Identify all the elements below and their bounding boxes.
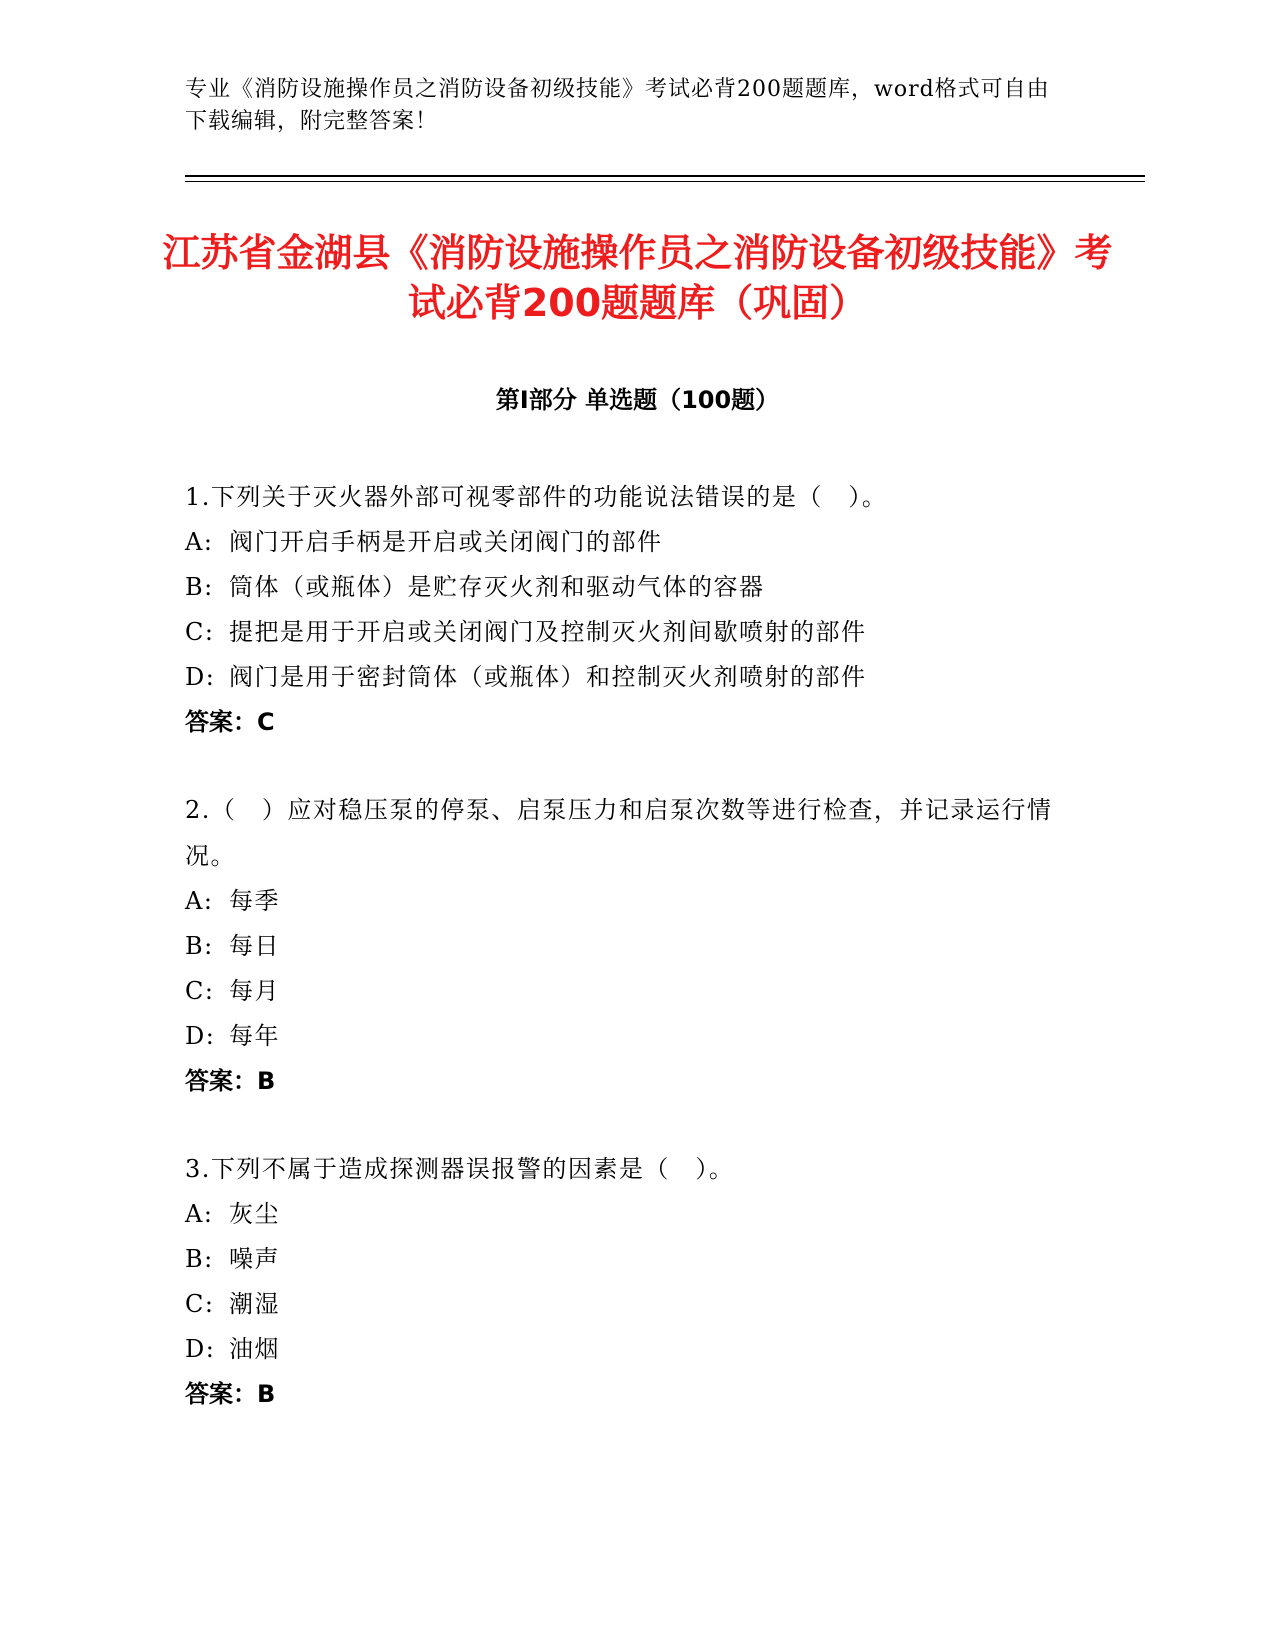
- option-d: [185, 1014, 1065, 1059]
- option-text: 每季: [229, 887, 280, 915]
- answer-line: 答案：C: [185, 708, 275, 736]
- option-b: [185, 924, 1065, 969]
- option-text: 灰尘: [229, 1200, 280, 1228]
- option-text: 阀门开启手柄是开启或关闭阀门的部件: [229, 528, 663, 556]
- option-key: B:: [185, 1245, 214, 1273]
- option-text: 潮湿: [229, 1290, 280, 1318]
- option-text: 每日: [229, 932, 280, 960]
- question-1: [185, 474, 1065, 745]
- option-b: [185, 1237, 1065, 1282]
- option-text: 提把是用于开启或关闭阀门及控制灭火剂间歇喷射的部件: [229, 618, 867, 646]
- option-c: [185, 969, 1065, 1014]
- option-d: [185, 1327, 1065, 1372]
- option-text: 阀门是用于密封筒体（或瓶体）和控制灭火剂喷射的部件: [229, 663, 867, 691]
- question-2: [185, 787, 1065, 1104]
- option-key: A:: [185, 1200, 214, 1228]
- document-title: 江苏省金湖县《消防设施操作员之消防设备初级技能》考试必背200题题库（巩固）: [162, 231, 1113, 325]
- question-text: 2.（ ）应对稳压泵的停泵、启泵压力和启泵次数等进行检查，并记录运行情况。: [185, 796, 1053, 870]
- header-rule-thin: [185, 181, 1145, 182]
- option-key: B:: [185, 573, 214, 601]
- option-text: 筒体（或瓶体）是贮存灭火剂和驱动气体的容器: [229, 573, 765, 601]
- option-d: [185, 655, 1065, 700]
- header-note: 专业《消防设施操作员之消防设备初级技能》考试必背200题题库，word格式可自由下载编辑，附完整答案！: [185, 77, 1050, 134]
- option-text: 噪声: [229, 1245, 280, 1273]
- option-text: 每月: [229, 977, 280, 1005]
- option-key: A:: [185, 528, 214, 556]
- option-key: D:: [185, 1335, 216, 1363]
- option-text: 油烟: [229, 1335, 280, 1363]
- option-text: 每年: [229, 1022, 280, 1050]
- option-a: [185, 1192, 1065, 1237]
- option-key: C:: [185, 1290, 215, 1318]
- option-key: A:: [185, 887, 214, 915]
- question-3: [185, 1146, 1065, 1417]
- option-a: [185, 520, 1065, 565]
- option-key: C:: [185, 618, 215, 646]
- option-c: [185, 610, 1065, 655]
- option-a: [185, 879, 1065, 924]
- option-key: D:: [185, 1022, 216, 1050]
- option-b: [185, 565, 1065, 610]
- question-text: 1.下列关于灭火器外部可视零部件的功能说法错误的是（ ）。: [185, 483, 888, 511]
- section-title: 第Ⅰ部分 单选题（100题）: [495, 386, 780, 414]
- question-text: 3.下列不属于造成探测器误报警的因素是（ ）。: [185, 1155, 735, 1183]
- option-key: B:: [185, 932, 214, 960]
- header-rule-thick: [185, 175, 1145, 177]
- answer-line: 答案：B: [185, 1067, 276, 1095]
- option-key: D:: [185, 663, 216, 691]
- question-list: [185, 474, 1065, 1459]
- answer-line: 答案：B: [185, 1380, 276, 1408]
- option-key: C:: [185, 977, 215, 1005]
- option-c: [185, 1282, 1065, 1327]
